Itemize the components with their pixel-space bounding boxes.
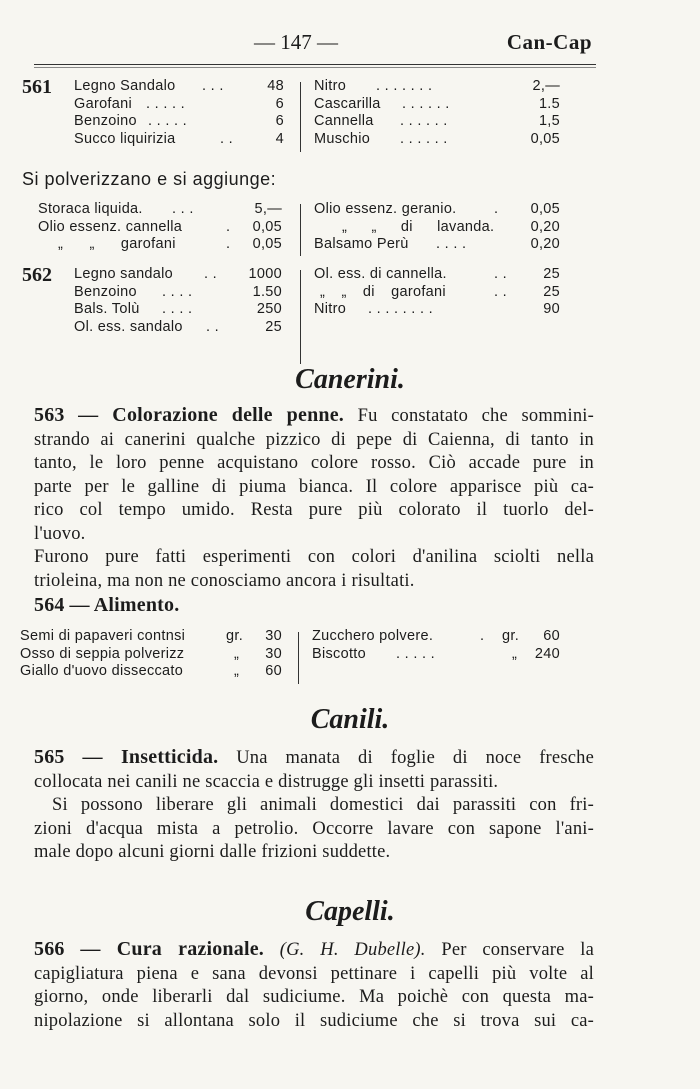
ingredient-row: [314, 78, 560, 96]
ingredient-row: [74, 319, 282, 337]
leader-dots: . .: [206, 318, 219, 335]
ingredient-row: [38, 236, 282, 254]
recipe-564-right-table: [312, 628, 560, 663]
header-rule-thin: [34, 67, 596, 68]
recipe-note: Si polverizzano e si aggiunge:: [22, 169, 277, 189]
recipe-563: [34, 404, 594, 593]
ingredient-name: Bals. Tolù: [74, 301, 140, 317]
ingredient-row: [74, 301, 282, 319]
ingredient-row: [74, 113, 284, 131]
ingredient-row: [74, 266, 282, 284]
ingredient-amount: 25: [543, 266, 560, 282]
ingredient-name: „ „ di garofani: [320, 283, 446, 300]
text-line: [34, 404, 594, 429]
ingredient-amount: 0,05: [530, 130, 560, 147]
text-line: capigliatura piena e sana devonsi pettinare i capelli più volte al: [34, 963, 594, 984]
ingredient-name: Osso di seppia polverizz: [20, 645, 185, 662]
recipe-number-inline: 563: [34, 404, 65, 426]
author-credit: (G. H. Dubelle).: [279, 940, 426, 960]
text-line: collocata nei canili ne scaccia e distrugge gli insetti parassiti.: [34, 771, 499, 792]
leader-dots: . . . . . .: [400, 113, 448, 129]
page-header: [0, 30, 700, 60]
ingredient-amount: 48: [267, 78, 284, 94]
section-title: Canerini.: [295, 364, 405, 395]
ingredient-row: [20, 663, 282, 681]
ingredient-amount: 25: [265, 318, 282, 335]
ingredient-row: [314, 219, 560, 237]
recipe-564-heading: [34, 594, 179, 619]
ingredient-name: Olio essenz. cannella: [38, 218, 183, 235]
ingredient-name: Storaca liquida.: [38, 201, 143, 217]
text-line: male dopo alcuni giorni dalle frizioni suddette.: [34, 842, 391, 862]
ingredient-amount: 240: [534, 645, 560, 662]
text-line: nipolazione si allontana solo il sudiciume che si trova sui ca-: [34, 1010, 594, 1031]
leader-dots: . . . . .: [148, 113, 187, 129]
ingredient-name: Ol. ess. di cannella.: [314, 266, 447, 282]
ingredient-name: Benzoino: [74, 113, 137, 129]
text-fragment: Una manata di foglie di noce fresche: [236, 748, 595, 768]
leader-dots: . . .: [172, 201, 194, 217]
text-fragment: Per conservare la: [441, 940, 595, 960]
unit: „: [234, 663, 240, 679]
ingredient-row: [74, 78, 284, 96]
recipe-561-right-table-2: [314, 201, 560, 254]
recipe-heading: — Insetticida.: [82, 746, 219, 768]
column-divider: [300, 204, 301, 256]
text-fragment: Fu constatato che sommini-: [357, 406, 594, 426]
leader-dots: . .: [220, 130, 233, 147]
ingredient-amount: 1.5: [538, 95, 560, 112]
column-divider: [300, 270, 301, 364]
recipe-565: [34, 746, 594, 865]
ingredient-name: Nitro: [314, 78, 347, 94]
ingredient-amount: 30: [265, 628, 282, 644]
ingredient-amount: 6: [275, 95, 284, 112]
ingredient-row: [314, 131, 560, 149]
leader-dots: . . . .: [162, 301, 193, 317]
leader-dots: . . .: [202, 78, 224, 94]
ingredient-amount: 5,—: [254, 201, 282, 217]
leader-dots: .: [494, 201, 499, 217]
leader-dots: . . . . .: [146, 95, 185, 112]
ingredient-row: [38, 219, 282, 237]
ingredient-row: [20, 628, 282, 646]
recipe-561-left-table-2: [38, 201, 282, 254]
ingredient-name: Giallo d'uovo disseccato: [20, 663, 184, 679]
text-line: giorno, onde liberarli dal sudiciume. Ma poichè con questa ma-: [34, 987, 594, 1007]
ingredient-amount: 2,—: [532, 78, 560, 94]
ingredient-row: [314, 284, 560, 302]
header-rule: [34, 64, 596, 65]
recipe-number: 561: [22, 76, 52, 98]
ingredient-name: Semi di papaveri contnsi: [20, 628, 186, 644]
recipe-566: [34, 938, 594, 1033]
ingredient-name: Nitro: [314, 301, 347, 317]
leader-dots: . .: [494, 283, 507, 300]
unit: gr.: [226, 628, 244, 644]
ingredient-amount: 1.50: [252, 283, 282, 300]
ingredient-amount: 90: [543, 301, 560, 317]
ingredient-amount: 25: [543, 283, 560, 300]
ingredient-name: „ „ garofani: [58, 236, 176, 252]
ingredient-amount: 6: [275, 113, 284, 129]
recipe-number-inline: 565: [34, 746, 65, 768]
text-line: trioleina, ma non ne conosciamo ancora i risultati.: [34, 570, 415, 591]
leader-dots: .: [226, 236, 231, 252]
unit: gr.: [502, 628, 520, 644]
ingredient-name: Cascarilla: [314, 95, 381, 112]
section-title: Capelli.: [305, 896, 395, 927]
ingredient-amount: 0,05: [530, 201, 560, 217]
leader-dots: . . . . . .: [400, 130, 448, 147]
ingredient-row: [314, 96, 560, 114]
column-divider: [298, 632, 299, 684]
recipe-number: 562: [22, 264, 52, 286]
ingredient-row: [20, 646, 282, 664]
ingredient-name: Legno sandalo: [74, 266, 174, 282]
section-title: Canili.: [310, 704, 390, 735]
text-line: [34, 746, 594, 771]
leader-dots: . .: [494, 266, 507, 282]
ingredient-name: Muschio: [314, 130, 371, 147]
ingredient-name: Biscotto: [312, 645, 366, 662]
leader-dots: .: [480, 628, 485, 644]
ingredient-name: Zucchero polvere.: [312, 628, 434, 644]
ingredient-row: [38, 201, 282, 219]
ingredient-name: Balsamo Perù: [314, 236, 409, 252]
text-line: strando ai canerini qualche pizzico di pepe di Caienna, di tanto in: [34, 429, 594, 450]
text-line: tanto, le loro penne acquistano colore rosso. Ciò accade pure in: [34, 453, 594, 473]
ingredient-name: Garofani: [74, 95, 133, 112]
text-line: parte per le galline di piuma bianca. Il colore apparisce più ca-: [34, 476, 594, 497]
recipe-number-inline: 566: [34, 938, 65, 960]
ingredient-row: [314, 113, 560, 131]
recipe-number-inline: 564: [34, 594, 65, 616]
ingredient-amount: 60: [543, 628, 560, 644]
ingredient-row: [74, 284, 282, 302]
recipe-562-left-table: [74, 266, 282, 336]
ingredient-name: Cannella: [314, 113, 374, 129]
ingredient-row: [74, 131, 284, 149]
ingredient-amount: 60: [265, 663, 282, 679]
ingredient-name: Benzoino: [74, 283, 137, 300]
ingredient-row: [314, 266, 560, 284]
ingredient-row: [74, 96, 284, 114]
ingredient-amount: 30: [265, 645, 282, 662]
running-title: Can-Cap: [506, 30, 592, 54]
ingredient-amount: 1,5: [538, 113, 560, 129]
leader-dots: . . . .: [436, 236, 467, 252]
leader-dots: . . . .: [162, 283, 193, 300]
recipe-562-right-table: [314, 266, 560, 319]
ingredient-row: [314, 201, 560, 219]
recipe-564-left-table: [20, 628, 282, 681]
column-divider: [300, 82, 301, 152]
ingredient-row: [312, 646, 560, 664]
leader-dots: . . . . . . . .: [368, 301, 433, 317]
leader-dots: . . . . . .: [402, 95, 450, 112]
ingredient-name: Legno Sandalo: [74, 78, 176, 94]
ingredient-amount: 250: [256, 301, 282, 317]
leader-dots: . . . . . . .: [376, 78, 433, 94]
ingredient-amount: 4: [275, 130, 284, 147]
leader-dots: . .: [204, 266, 217, 282]
recipe-heading: — Cura razionale.: [80, 938, 264, 960]
text-line: Si possono liberare gli animali domestici dai parassiti con fri-: [52, 795, 594, 815]
recipe-561-right-table: [314, 78, 560, 148]
text-line: l'uovo.: [34, 523, 86, 544]
ingredient-row: [312, 628, 560, 646]
leader-dots: . . . . .: [396, 645, 435, 662]
ingredient-name: Succo liquirizia: [74, 130, 176, 147]
ingredient-amount: 1000: [248, 266, 282, 282]
leader-dots: .: [226, 218, 231, 235]
ingredient-amount: 0,05: [252, 236, 282, 252]
text-line: rico col tempo umido. Resta pure più colorato il tuorlo del-: [34, 500, 594, 520]
ingredient-amount: 0,20: [530, 218, 560, 235]
ingredient-name: Olio essenz. geranio.: [314, 201, 457, 217]
text-line: Furono pure fatti esperimenti con colori d'anilina sciolti nella: [34, 547, 594, 567]
recipe-heading: — Colorazione delle penne.: [78, 404, 345, 426]
unit: „: [234, 645, 240, 662]
text-line: [34, 938, 594, 963]
recipe-561-left-table: [74, 78, 284, 148]
ingredient-name: Ol. ess. sandalo: [74, 318, 183, 335]
page-number: — 147 —: [254, 30, 338, 54]
ingredient-row: [314, 236, 560, 254]
unit: „: [512, 645, 518, 662]
ingredient-amount: 0,05: [252, 218, 282, 235]
ingredient-row: [314, 301, 560, 319]
ingredient-name: „ „ di lavanda.: [342, 218, 495, 235]
recipe-heading: — Alimento.: [69, 594, 180, 616]
ingredient-amount: 0,20: [530, 236, 560, 252]
text-line: zioni d'acqua mista a petrolio. Occorre lavare con sapone l'ani-: [34, 818, 594, 839]
